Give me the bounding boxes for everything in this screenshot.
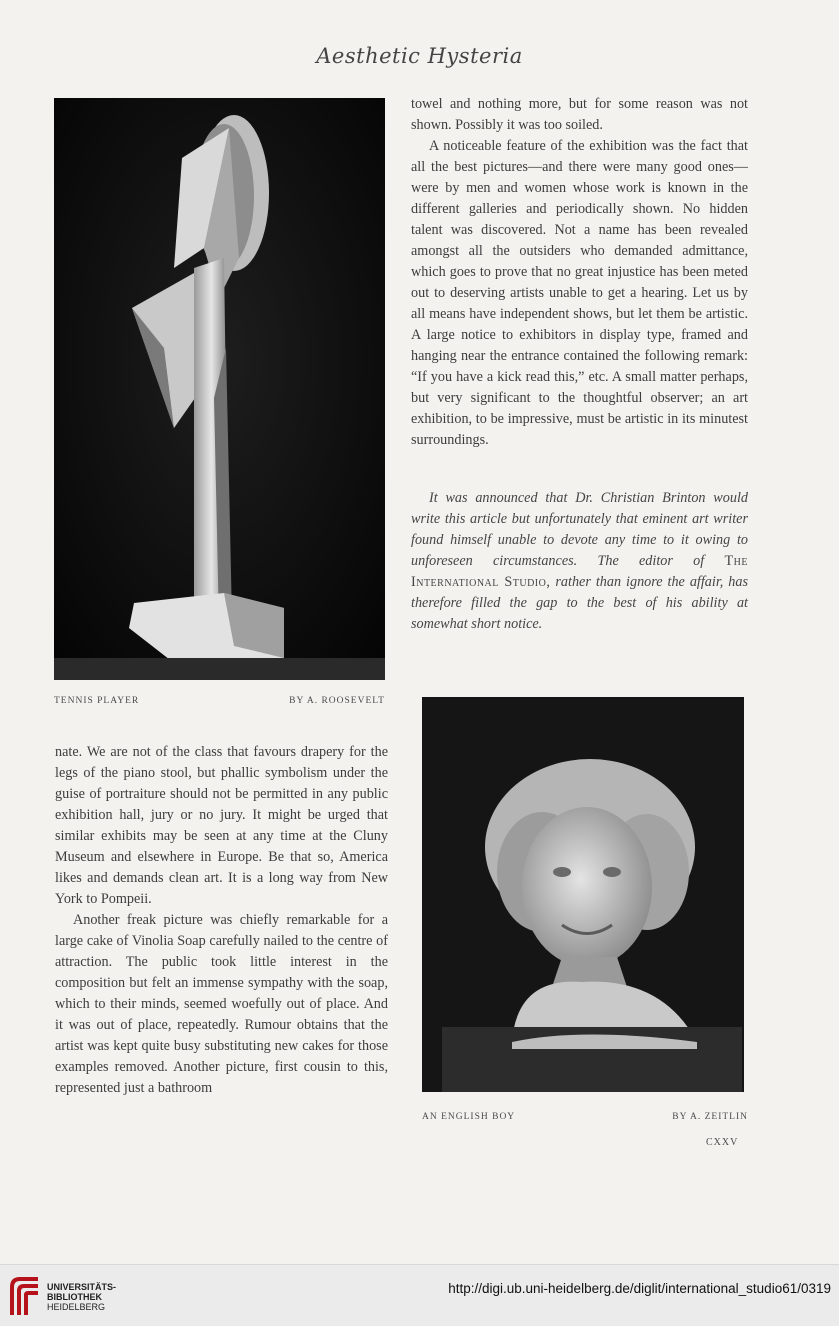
page-number: CXXV bbox=[706, 1137, 739, 1148]
paragraph: nate. We are not of the class that favours drapery for the legs of the piano stool, but phallic symbolism under the guise of portraiture should not be permitted in any public exhibition hall, jury or no jury. It might be urged that similar exhibits may be seen at any time at the Cluny Museum and elsewhere in Europe. Be that so, America likes and demands clean art. It is a long way from New York to Pompeii. bbox=[55, 744, 388, 907]
bust-photo-icon bbox=[422, 697, 744, 1092]
caption-title: TENNIS PLAYER bbox=[54, 696, 140, 706]
english-boy-caption bbox=[422, 1112, 748, 1122]
left-column-text bbox=[55, 742, 388, 1099]
magazine-name: The International Studio, bbox=[411, 553, 748, 590]
sculpture-photo-icon bbox=[54, 98, 385, 680]
caption-artist: BY A. ZEITLIN bbox=[672, 1112, 748, 1122]
library-logo-icon bbox=[8, 1275, 42, 1317]
logo-line: BIBLIOTHEK bbox=[47, 1292, 102, 1302]
paragraph: Another freak picture was chiefly remarkable for a large cake of Vinolia Soap carefully nailed to the centre of attraction. The public took little interest in the composition but felt an immense sympathy with the soap, which to their minds, seemed woefully out of place. And it was out of place, repeatedly. Rumour obtains that the artist was kept quite busy substituting new cakes for those examples removed. Another picture, first cousin to this, represented just a bathroom bbox=[55, 912, 388, 1096]
caption-artist: BY A. ROOSEVELT bbox=[289, 696, 385, 706]
right-column-text bbox=[411, 94, 748, 451]
logo-line: UNIVERSITÄTS- bbox=[47, 1282, 117, 1292]
logo-line: HEIDELBERG bbox=[47, 1302, 106, 1312]
paragraph: A noticeable feature of the exhibition was the fact that all the best pictures—and there were many good ones—were by men and women whose work is known in the different galleries and periodically shown. No hidden talent was discovered. Not a name has been revealed amongst all the outsiders who demanded admittance, which goes to prove that no great injustice has been meted out to deserving artists unable to get a hearing. Let us by all means have independent shows, but let them be artistic. A large notice to exhibitors in display type, framed and hanging near the entrance contained the following remark: “If you have a kick read this,” etc. A small matter perhaps, but very significant to the thoughtful observer; an art exhibition, to be impressive, must be artistic in its minutest surroundings. bbox=[411, 138, 748, 448]
source-url[interactable]: http://digi.ub.uni-heidelberg.de/diglit/international_studio61/0319 bbox=[448, 1281, 831, 1296]
footer-bar bbox=[0, 1264, 839, 1326]
caption-title: AN ENGLISH BOY bbox=[422, 1112, 516, 1122]
tennis-player-photo bbox=[54, 98, 385, 680]
library-logo-text bbox=[47, 1282, 116, 1312]
editor-note bbox=[411, 488, 748, 635]
tennis-player-caption bbox=[54, 696, 385, 706]
paragraph: towel and nothing more, but for some reason was not shown. Possibly it was too soiled. bbox=[411, 96, 748, 133]
running-title: Aesthetic Hysteria bbox=[316, 44, 523, 68]
note-text: It was announced that Dr. Christian Brinton would write this article but unfortunately that eminent art writer found himself unable to devote any time to it owing to unforeseen circumstances. The editor of bbox=[411, 490, 748, 569]
note-text: rather than ignore the affair, has therefore filled the gap to the best of his ability at somewhat short notice. bbox=[411, 574, 749, 632]
english-boy-photo bbox=[422, 697, 744, 1092]
